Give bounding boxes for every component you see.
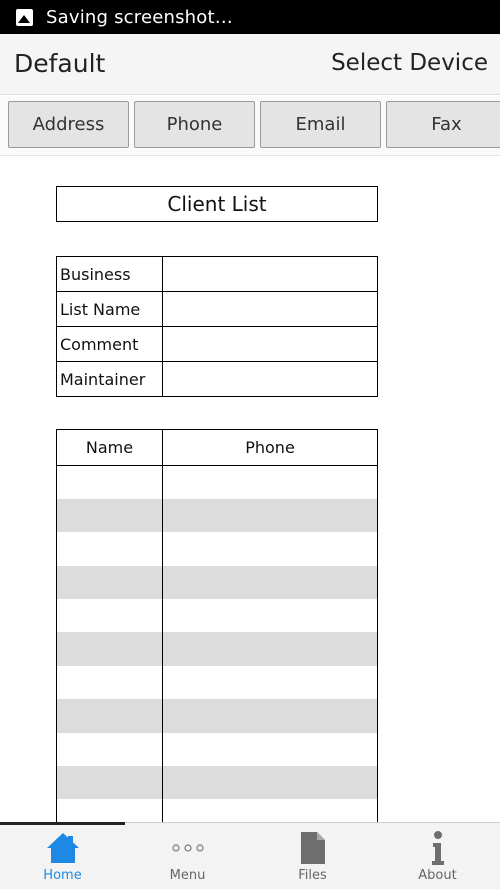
maintainer-label: Maintainer bbox=[57, 362, 163, 397]
table-row[interactable] bbox=[57, 599, 378, 632]
status-bar bbox=[0, 0, 500, 34]
phone-cell bbox=[163, 532, 378, 565]
name-cell bbox=[57, 799, 163, 822]
column-header-phone: Phone bbox=[163, 430, 378, 466]
info-row-comment bbox=[57, 327, 378, 362]
nav-menu-label: Menu bbox=[169, 868, 206, 883]
business-value[interactable] bbox=[163, 257, 378, 292]
phone-cell bbox=[163, 599, 378, 632]
phone-cell bbox=[163, 733, 378, 766]
table-row[interactable] bbox=[57, 799, 378, 822]
table-row[interactable] bbox=[57, 499, 378, 532]
name-cell bbox=[57, 566, 163, 599]
list-name-value[interactable] bbox=[163, 292, 378, 327]
table-row[interactable] bbox=[57, 666, 378, 699]
table-row[interactable] bbox=[57, 632, 378, 665]
app-bar bbox=[0, 34, 500, 95]
nav-about[interactable] bbox=[375, 823, 500, 890]
tab-email[interactable]: Email bbox=[260, 101, 381, 148]
info-row-maintainer bbox=[57, 362, 378, 397]
phone-cell bbox=[163, 699, 378, 732]
name-cell bbox=[57, 632, 163, 665]
nav-about-label: About bbox=[418, 868, 457, 883]
name-cell bbox=[57, 733, 163, 766]
phone-cell bbox=[163, 499, 378, 532]
phone-cell bbox=[163, 632, 378, 665]
phone-cell bbox=[163, 466, 378, 499]
info-row-business bbox=[57, 257, 378, 292]
table-row[interactable] bbox=[57, 466, 378, 499]
name-cell bbox=[57, 766, 163, 799]
business-label: Business bbox=[57, 257, 163, 292]
name-cell bbox=[57, 466, 163, 499]
name-cell bbox=[57, 499, 163, 532]
tab-fax[interactable]: Fax bbox=[386, 101, 500, 148]
nav-home-label: Home bbox=[43, 868, 82, 883]
comment-value[interactable] bbox=[163, 327, 378, 362]
table-row[interactable] bbox=[57, 766, 378, 799]
more-icon bbox=[168, 830, 208, 866]
phone-cell bbox=[163, 766, 378, 799]
maintainer-value[interactable] bbox=[163, 362, 378, 397]
tab-phone[interactable]: Phone bbox=[134, 101, 255, 148]
table-row[interactable] bbox=[57, 699, 378, 732]
name-cell bbox=[57, 532, 163, 565]
phone-cell bbox=[163, 666, 378, 699]
tab-address[interactable]: Address bbox=[8, 101, 129, 148]
status-text: Saving screenshot… bbox=[46, 6, 233, 28]
nav-menu[interactable] bbox=[125, 823, 250, 890]
info-table bbox=[56, 256, 378, 397]
list-name-label: List Name bbox=[57, 292, 163, 327]
comment-label: Comment bbox=[57, 327, 163, 362]
table-header-row bbox=[57, 430, 378, 466]
screenshot-image-icon bbox=[16, 9, 33, 26]
app-title: Default bbox=[14, 49, 106, 78]
nav-home[interactable] bbox=[0, 823, 125, 890]
info-icon bbox=[418, 830, 458, 866]
bottom-navigation bbox=[0, 822, 500, 889]
main-content bbox=[0, 157, 500, 822]
file-icon bbox=[293, 830, 333, 866]
select-device-button[interactable]: Select Device bbox=[331, 50, 488, 76]
page-title: Client List bbox=[56, 186, 378, 222]
nav-files[interactable] bbox=[250, 823, 375, 890]
name-cell bbox=[57, 699, 163, 732]
home-icon bbox=[43, 830, 83, 866]
name-cell bbox=[57, 666, 163, 699]
phone-cell bbox=[163, 566, 378, 599]
nav-files-label: Files bbox=[298, 868, 327, 883]
table-row[interactable] bbox=[57, 532, 378, 565]
table-row[interactable] bbox=[57, 733, 378, 766]
name-cell bbox=[57, 599, 163, 632]
column-header-name: Name bbox=[57, 430, 163, 466]
client-table bbox=[56, 429, 378, 822]
table-row[interactable] bbox=[57, 566, 378, 599]
info-row-list-name bbox=[57, 292, 378, 327]
tab-bar bbox=[0, 96, 500, 156]
phone-cell bbox=[163, 799, 378, 822]
